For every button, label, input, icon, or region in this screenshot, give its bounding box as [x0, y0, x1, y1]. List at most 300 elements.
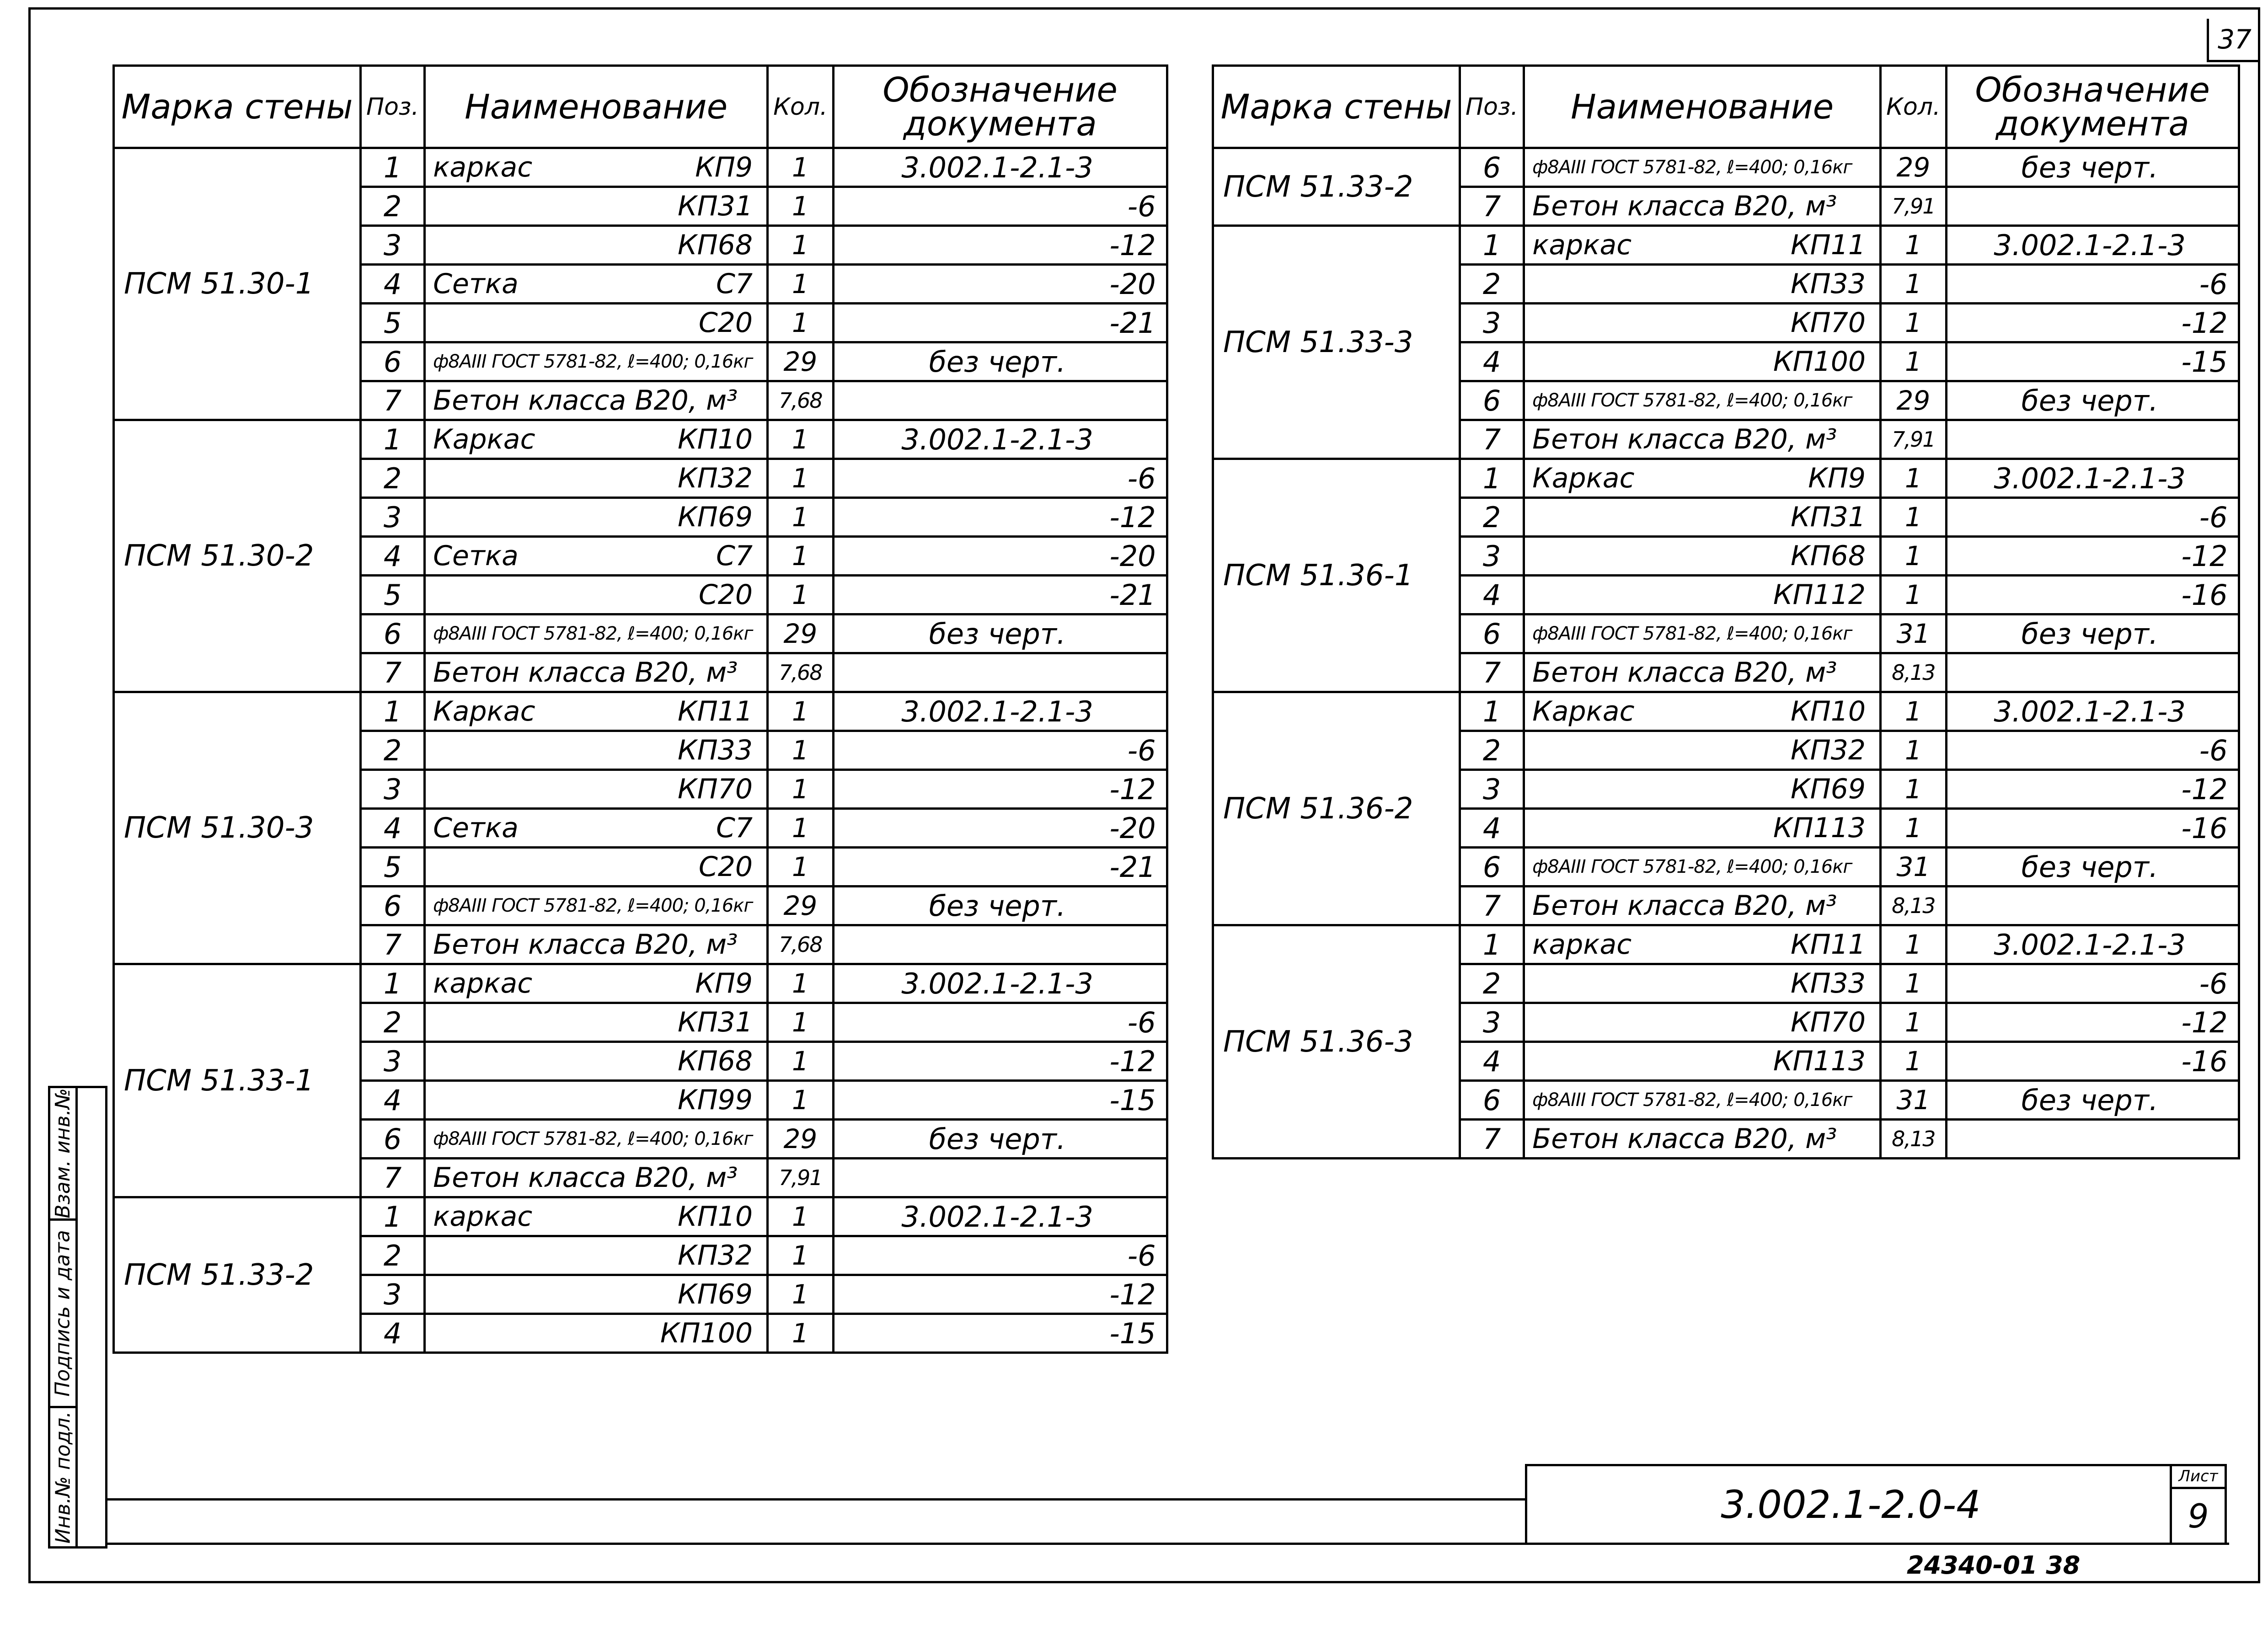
name-text: Бетон класса В20, м³ — [1532, 1123, 1837, 1155]
item-code: КП70 — [1791, 1006, 1866, 1038]
position-cell: 1 — [1460, 226, 1524, 265]
document-cell: -6 — [833, 459, 1167, 498]
quantity-cell: 29 — [1881, 381, 1947, 420]
document-cell — [1946, 887, 2239, 925]
position-cell: 3 — [1460, 304, 1524, 342]
document-cell: -20 — [833, 537, 1167, 576]
name-text: ф8АIII ГОСТ 5781-82, ℓ=400; 0,16кг — [1532, 157, 1852, 178]
document-cell: -15 — [833, 1314, 1167, 1353]
document-code: 3.002.1-2.0-4 — [1721, 1482, 1981, 1527]
quantity-cell: 8,13 — [1881, 1120, 1947, 1159]
quantity-cell: 1 — [1881, 265, 1947, 304]
spec-table-left — [112, 64, 1168, 1354]
document-cell: 3.002.1-2.1-3 — [833, 1197, 1167, 1236]
position-cell: 1 — [361, 148, 425, 187]
item-code: С7 — [716, 812, 753, 844]
position-cell: 3 — [1460, 1003, 1524, 1042]
quantity-cell: 1 — [768, 848, 834, 887]
quantity-cell: 1 — [1881, 770, 1947, 809]
quantity-cell: 7,68 — [768, 381, 834, 420]
name-text: Бетон класса В20, м³ — [433, 929, 738, 961]
quantity-cell: 1 — [1881, 692, 1947, 731]
quantity-cell: 8,13 — [1881, 887, 1947, 925]
document-cell: 3.002.1-2.1-3 — [833, 692, 1167, 731]
name-text: каркас — [1532, 229, 1632, 261]
name-text: Сетка — [433, 812, 519, 844]
document-cell: -16 — [1946, 809, 2239, 848]
item-code: КП100 — [660, 1317, 753, 1349]
item-code: КП9 — [695, 151, 753, 183]
document-cell: -20 — [833, 265, 1167, 304]
document-cell: -16 — [1946, 576, 2239, 614]
wall-mark: ПСМ 51.30-2 — [114, 420, 361, 692]
document-cell — [1946, 653, 2239, 692]
position-cell: 7 — [361, 925, 425, 964]
document-cell: -6 — [1946, 265, 2239, 304]
name-cell — [1524, 459, 1881, 498]
name-text: каркас — [433, 151, 533, 183]
name-cell — [425, 1042, 768, 1081]
header-doc: Обозначение документа — [833, 66, 1167, 148]
header-mark: Марка стены — [1213, 66, 1460, 148]
name-text: Каркас — [1532, 462, 1635, 494]
quantity-cell: 1 — [768, 1003, 834, 1042]
position-cell: 3 — [1460, 537, 1524, 576]
name-cell — [425, 1197, 768, 1236]
position-cell: 3 — [361, 1275, 425, 1314]
name-text: ф8АIII ГОСТ 5781-82, ℓ=400; 0,16кг — [1532, 623, 1852, 644]
header-pos: Поз. — [361, 66, 425, 148]
name-cell — [425, 420, 768, 459]
name-text: Сетка — [433, 268, 519, 300]
document-cell: без черт. — [1946, 1081, 2239, 1120]
approval-label-signature: Подпись и дата — [51, 1230, 75, 1397]
document-cell: -12 — [1946, 537, 2239, 576]
item-code: КП9 — [1808, 462, 1866, 494]
document-cell: -6 — [833, 731, 1167, 770]
name-text: Бетон класса В20, м³ — [433, 385, 738, 417]
quantity-cell: 29 — [768, 614, 834, 653]
item-code: КП70 — [678, 773, 753, 805]
document-cell — [1946, 1120, 2239, 1159]
quantity-cell: 1 — [768, 304, 834, 342]
document-cell: -21 — [833, 304, 1167, 342]
document-cell: без черт. — [1946, 381, 2239, 420]
quantity-cell: 1 — [768, 226, 834, 265]
wall-mark: ПСМ 51.33-1 — [114, 964, 361, 1197]
document-cell: -21 — [833, 576, 1167, 614]
position-cell: 6 — [361, 342, 425, 381]
title-block — [1525, 1464, 2227, 1545]
position-cell: 1 — [1460, 459, 1524, 498]
document-cell: -12 — [833, 1042, 1167, 1081]
position-cell: 7 — [1460, 653, 1524, 692]
name-cell — [425, 537, 768, 576]
page-number-box — [2207, 19, 2260, 62]
quantity-cell: 1 — [768, 187, 834, 226]
document-cell — [833, 925, 1167, 964]
table-row — [114, 420, 1167, 459]
name-cell — [425, 498, 768, 537]
name-cell — [1524, 1081, 1881, 1120]
document-cell: -15 — [833, 1081, 1167, 1120]
item-code: С20 — [698, 307, 753, 339]
item-code: КП11 — [678, 695, 753, 727]
position-cell: 3 — [361, 226, 425, 265]
position-cell: 2 — [1460, 731, 1524, 770]
name-text: каркас — [433, 967, 533, 999]
document-cell: -6 — [1946, 498, 2239, 537]
name-cell — [425, 964, 768, 1003]
name-cell — [1524, 537, 1881, 576]
quantity-cell: 1 — [768, 576, 834, 614]
quantity-cell: 8,13 — [1881, 653, 1947, 692]
name-cell — [425, 925, 768, 964]
document-cell: без черт. — [1946, 614, 2239, 653]
position-cell: 7 — [361, 653, 425, 692]
document-cell: 3.002.1-2.1-3 — [1946, 226, 2239, 265]
quantity-cell: 7,68 — [768, 653, 834, 692]
position-cell: 2 — [1460, 265, 1524, 304]
item-code: КП11 — [1791, 929, 1866, 961]
table-header-row — [1213, 66, 2239, 148]
approval-values — [78, 1088, 105, 1546]
item-code: КП10 — [678, 1201, 753, 1233]
name-cell — [1524, 1120, 1881, 1159]
name-text: Бетон класса В20, м³ — [1532, 890, 1837, 922]
item-code: КП113 — [1773, 1045, 1866, 1077]
quantity-cell: 1 — [1881, 537, 1947, 576]
document-cell: без черт. — [833, 887, 1167, 925]
header-doc: Обозначение документа — [1946, 66, 2239, 148]
table-row — [114, 964, 1167, 1003]
position-cell: 7 — [1460, 420, 1524, 459]
position-cell: 4 — [361, 265, 425, 304]
name-cell — [425, 148, 768, 187]
quantity-cell: 1 — [768, 498, 834, 537]
document-cell: -15 — [1946, 342, 2239, 381]
quantity-cell: 7,91 — [1881, 187, 1947, 226]
position-cell: 6 — [361, 887, 425, 925]
name-text: Каркас — [1532, 695, 1635, 727]
item-code: КП31 — [678, 1006, 753, 1038]
item-code: КП10 — [1791, 695, 1866, 727]
name-text: ф8АIII ГОСТ 5781-82, ℓ=400; 0,16кг — [433, 1128, 753, 1149]
name-cell — [425, 1081, 768, 1120]
document-cell — [833, 1159, 1167, 1197]
position-cell: 4 — [1460, 1042, 1524, 1081]
wall-mark: ПСМ 51.30-3 — [114, 692, 361, 964]
table-row — [1213, 459, 2239, 498]
item-code: КП31 — [1791, 501, 1866, 533]
quantity-cell: 1 — [1881, 809, 1947, 848]
document-cell — [1946, 420, 2239, 459]
item-code: КП10 — [678, 423, 753, 455]
item-code: КП68 — [678, 229, 753, 261]
document-cell: 3.002.1-2.1-3 — [1946, 692, 2239, 731]
name-text: Бетон класса В20, м³ — [1532, 657, 1837, 689]
quantity-cell: 1 — [768, 692, 834, 731]
sheet-number: 9 — [2188, 1496, 2209, 1535]
name-cell — [425, 1236, 768, 1275]
position-cell: 1 — [1460, 692, 1524, 731]
position-cell: 7 — [1460, 887, 1524, 925]
position-cell: 3 — [361, 498, 425, 537]
document-cell — [1946, 187, 2239, 226]
position-cell: 5 — [361, 576, 425, 614]
name-cell — [1524, 925, 1881, 964]
position-cell: 5 — [361, 304, 425, 342]
name-cell — [1524, 420, 1881, 459]
name-cell — [1524, 964, 1881, 1003]
name-text: Бетон класса В20, м³ — [433, 657, 738, 689]
item-code: КП100 — [1773, 346, 1866, 378]
name-cell — [1524, 265, 1881, 304]
position-cell: 1 — [361, 964, 425, 1003]
name-cell — [1524, 576, 1881, 614]
position-cell: 7 — [361, 381, 425, 420]
document-cell: без черт. — [833, 614, 1167, 653]
approval-label-inventory: Инв.№ подл. — [51, 1411, 75, 1544]
quantity-cell: 1 — [768, 537, 834, 576]
quantity-cell: 29 — [768, 342, 834, 381]
name-cell — [425, 304, 768, 342]
table-row — [1213, 226, 2239, 265]
name-text: ф8АIII ГОСТ 5781-82, ℓ=400; 0,16кг — [1532, 1090, 1852, 1111]
item-code: КП69 — [678, 1278, 753, 1310]
name-text: каркас — [1532, 929, 1632, 961]
position-cell: 7 — [1460, 1120, 1524, 1159]
name-cell — [425, 848, 768, 887]
quantity-cell: 1 — [1881, 576, 1947, 614]
position-cell: 4 — [1460, 342, 1524, 381]
position-cell: 2 — [361, 731, 425, 770]
table-row — [1213, 925, 2239, 964]
quantity-cell: 7,91 — [768, 1159, 834, 1197]
header-name: Наименование — [1524, 66, 1881, 148]
quantity-cell: 1 — [1881, 498, 1947, 537]
header-pos: Поз. — [1460, 66, 1524, 148]
name-cell — [1524, 1042, 1881, 1081]
name-text: Сетка — [433, 540, 519, 572]
quantity-cell: 1 — [768, 1275, 834, 1314]
approval-strip — [48, 1086, 107, 1549]
document-cell: -12 — [833, 770, 1167, 809]
name-text: Бетон класса В20, м³ — [1532, 423, 1837, 455]
item-code: КП33 — [1791, 268, 1866, 300]
name-cell — [1524, 226, 1881, 265]
name-cell — [425, 1003, 768, 1042]
quantity-cell: 1 — [768, 1081, 834, 1120]
position-cell: 2 — [1460, 964, 1524, 1003]
position-cell: 1 — [361, 420, 425, 459]
position-cell: 4 — [361, 1314, 425, 1353]
table-row — [1213, 692, 2239, 731]
approval-cell-signature — [50, 1221, 75, 1408]
item-code: С20 — [698, 851, 753, 883]
table-row — [1213, 148, 2239, 187]
position-cell: 4 — [361, 537, 425, 576]
archive-code: 24340-01 38 — [1907, 1551, 2081, 1580]
item-code: КП69 — [1791, 773, 1866, 805]
name-cell — [425, 1275, 768, 1314]
position-cell: 2 — [1460, 498, 1524, 537]
frame-line-bottom — [107, 1498, 1525, 1501]
quantity-cell: 31 — [1881, 848, 1947, 887]
approval-cell-replace — [50, 1088, 75, 1221]
item-code: КП11 — [1791, 229, 1866, 261]
name-cell — [1524, 848, 1881, 887]
document-cell: -12 — [833, 1275, 1167, 1314]
approval-cell-inventory — [50, 1408, 75, 1546]
position-cell: 3 — [1460, 770, 1524, 809]
item-code: КП32 — [1791, 734, 1866, 766]
quantity-cell: 1 — [768, 1236, 834, 1275]
document-cell: 3.002.1-2.1-3 — [833, 148, 1167, 187]
position-cell: 1 — [361, 692, 425, 731]
item-code: КП33 — [1791, 967, 1866, 999]
position-cell: 4 — [361, 1081, 425, 1120]
name-text: каркас — [433, 1201, 533, 1233]
name-cell — [425, 381, 768, 420]
position-cell: 2 — [361, 1236, 425, 1275]
name-text: ф8АIII ГОСТ 5781-82, ℓ=400; 0,16кг — [433, 351, 753, 372]
item-code: КП69 — [678, 501, 753, 533]
quantity-cell: 29 — [768, 1120, 834, 1159]
quantity-cell: 1 — [768, 731, 834, 770]
name-text: Каркас — [433, 423, 535, 455]
wall-mark: ПСМ 51.30-1 — [114, 148, 361, 420]
quantity-cell: 1 — [768, 459, 834, 498]
quantity-cell: 1 — [768, 148, 834, 187]
name-cell — [1524, 887, 1881, 925]
name-cell — [425, 1159, 768, 1197]
name-cell — [425, 731, 768, 770]
name-cell — [425, 692, 768, 731]
quantity-cell: 1 — [1881, 731, 1947, 770]
sheet-label: Лист — [2172, 1466, 2225, 1489]
table-row — [114, 692, 1167, 731]
position-cell: 6 — [1460, 614, 1524, 653]
quantity-cell: 1 — [768, 420, 834, 459]
document-cell: -20 — [833, 809, 1167, 848]
document-cell — [833, 653, 1167, 692]
name-text: ф8АIII ГОСТ 5781-82, ℓ=400; 0,16кг — [1532, 390, 1852, 411]
document-cell: без черт. — [833, 342, 1167, 381]
document-cell: 3.002.1-2.1-3 — [833, 964, 1167, 1003]
item-code: КП99 — [678, 1084, 753, 1116]
item-code: С20 — [698, 579, 753, 611]
quantity-cell: 1 — [1881, 342, 1947, 381]
header-mark: Марка стены — [114, 66, 361, 148]
wall-mark: ПСМ 51.33-2 — [1213, 148, 1460, 226]
quantity-cell: 1 — [1881, 459, 1947, 498]
name-cell — [425, 226, 768, 265]
name-cell — [425, 614, 768, 653]
document-cell: без черт. — [833, 1120, 1167, 1159]
name-cell — [425, 459, 768, 498]
name-cell — [1524, 653, 1881, 692]
quantity-cell: 7,68 — [768, 925, 834, 964]
document-cell: -12 — [833, 498, 1167, 537]
header-name: Наименование — [425, 66, 768, 148]
item-code: КП70 — [1791, 307, 1866, 339]
page-number: 37 — [2218, 24, 2252, 55]
item-code: КП31 — [678, 190, 753, 222]
quantity-cell: 1 — [1881, 304, 1947, 342]
name-cell — [425, 1314, 768, 1353]
document-cell: -6 — [833, 187, 1167, 226]
quantity-cell: 1 — [1881, 925, 1947, 964]
header-qty: Кол. — [1881, 66, 1947, 148]
position-cell: 1 — [1460, 925, 1524, 964]
quantity-cell: 1 — [1881, 1003, 1947, 1042]
position-cell: 4 — [1460, 809, 1524, 848]
wall-mark: ПСМ 51.36-3 — [1213, 925, 1460, 1159]
position-cell: 7 — [361, 1159, 425, 1197]
item-code: КП32 — [678, 1239, 753, 1271]
item-code: КП32 — [678, 462, 753, 494]
document-cell: без черт. — [1946, 148, 2239, 187]
header-qty: Кол. — [768, 66, 834, 148]
item-code: КП112 — [1773, 579, 1866, 611]
name-text: Каркас — [433, 695, 535, 727]
position-cell: 6 — [1460, 848, 1524, 887]
name-cell — [425, 809, 768, 848]
position-cell: 2 — [361, 187, 425, 226]
position-cell: 4 — [361, 809, 425, 848]
name-cell — [1524, 381, 1881, 420]
table-row — [114, 1197, 1167, 1236]
position-cell: 5 — [361, 848, 425, 887]
wall-mark: ПСМ 51.33-2 — [114, 1197, 361, 1353]
quantity-cell: 31 — [1881, 1081, 1947, 1120]
document-cell: без черт. — [1946, 848, 2239, 887]
name-cell — [1524, 342, 1881, 381]
position-cell: 1 — [361, 1197, 425, 1236]
name-cell — [1524, 614, 1881, 653]
wall-mark: ПСМ 51.33-3 — [1213, 226, 1460, 459]
position-cell: 7 — [1460, 187, 1524, 226]
name-cell — [425, 653, 768, 692]
item-code: С7 — [716, 540, 753, 572]
wall-mark: ПСМ 51.36-2 — [1213, 692, 1460, 925]
name-cell — [425, 187, 768, 226]
name-text: ф8АIII ГОСТ 5781-82, ℓ=400; 0,16кг — [1532, 856, 1852, 877]
name-cell — [425, 342, 768, 381]
document-cell: -6 — [1946, 964, 2239, 1003]
name-cell — [1524, 692, 1881, 731]
document-cell — [833, 381, 1167, 420]
position-cell: 3 — [361, 770, 425, 809]
position-cell: 6 — [361, 614, 425, 653]
item-code: КП113 — [1773, 812, 1866, 844]
quantity-cell: 1 — [768, 1197, 834, 1236]
item-code: КП68 — [678, 1045, 753, 1077]
quantity-cell: 29 — [1881, 148, 1947, 187]
table-header-row — [114, 66, 1167, 148]
name-cell — [1524, 731, 1881, 770]
item-code: КП9 — [695, 967, 753, 999]
quantity-cell: 1 — [768, 1042, 834, 1081]
name-cell — [1524, 304, 1881, 342]
approval-labels — [50, 1088, 78, 1546]
position-cell: 6 — [1460, 148, 1524, 187]
sheet-box — [2170, 1466, 2225, 1543]
name-cell — [425, 770, 768, 809]
name-text: ф8АIII ГОСТ 5781-82, ℓ=400; 0,16кг — [433, 895, 753, 916]
document-cell: -6 — [1946, 731, 2239, 770]
